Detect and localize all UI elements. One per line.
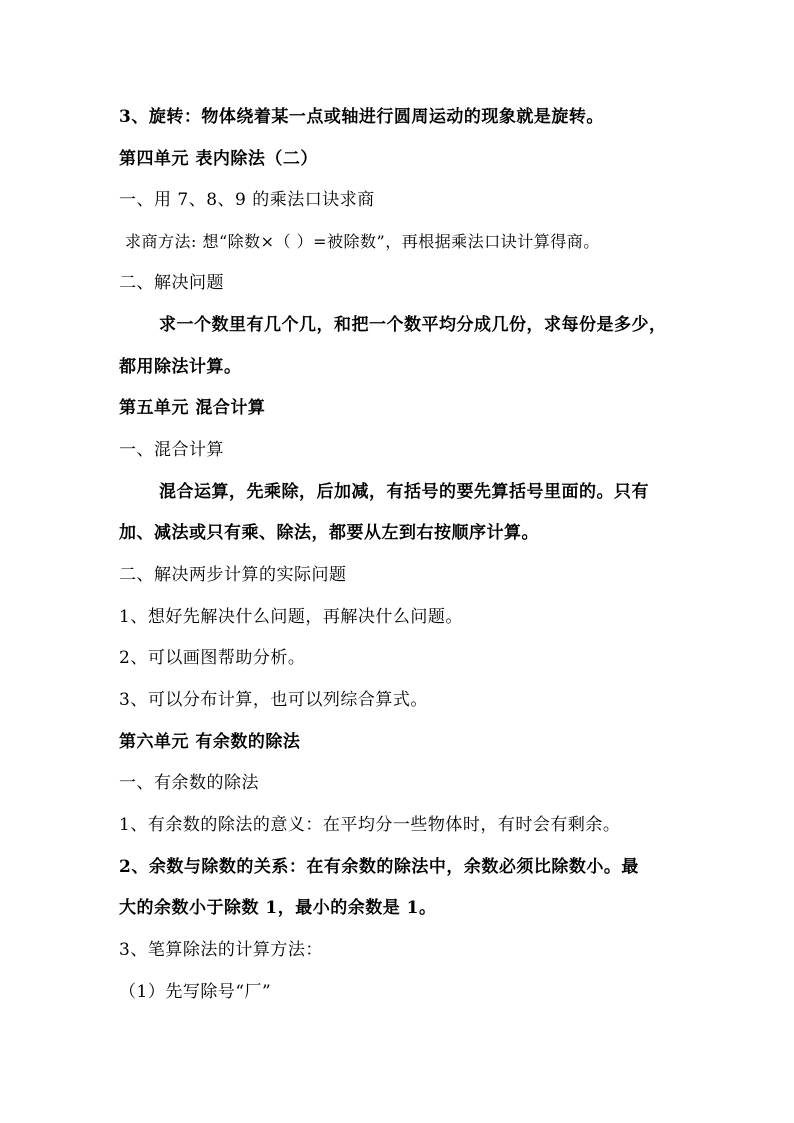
section-multiplication-table-quotient: 一、用 7、8、9 的乘法口诀求商 — [119, 190, 375, 210]
quotient-method-text: 求商方法: 想“除数×（ ）=被除数”，再根据乘法口诀计算得商。 — [125, 232, 600, 251]
remainder-divisor-relation-line-2: 大的余数小于除数 1，最小的余数是 1。 — [119, 898, 437, 918]
division-use-text-line-1: 求一个数里有几个几，和把一个数平均分成几份，求每份是多少， — [159, 315, 667, 335]
section-problem-solving: 二、解决问题 — [119, 273, 224, 293]
unit-five-heading: 第五单元 混合计算 — [119, 398, 266, 418]
two-step-point-2: 2、可以画图帮助分析。 — [119, 648, 306, 668]
remainder-meaning: 1、有余数的除法的意义：在平均分一些物体时，有时会有剩余。 — [119, 815, 621, 835]
rotation-definition: 3、旋转：物体绕着某一点或轴进行圆周运动的现象就是旋转。 — [119, 107, 604, 127]
section-mixed-calculation: 一、混合计算 — [119, 440, 224, 460]
written-division-method: 3、笔算除法的计算方法： — [119, 940, 323, 960]
division-use-text-line-2: 都用除法计算。 — [119, 357, 242, 377]
remainder-divisor-relation-line-1: 2、余数与除数的关系：在有余数的除法中，余数必须比除数小。最 — [119, 857, 639, 877]
written-division-step-1: （1）先写除号“厂” — [119, 982, 272, 1002]
unit-six-heading: 第六单元 有余数的除法 — [119, 732, 301, 752]
two-step-point-1: 1、想好先解决什么问题，再解决什么问题。 — [119, 607, 463, 627]
section-two-step-problems: 二、解决两步计算的实际问题 — [119, 565, 347, 585]
unit-four-heading: 第四单元 表内除法（二） — [119, 149, 318, 169]
section-division-with-remainder: 一、有余数的除法 — [119, 773, 259, 793]
two-step-point-3: 3、可以分布计算，也可以列综合算式。 — [119, 690, 428, 710]
mixed-calculation-rule-line-1: 混合运算，先乘除，后加减，有括号的要先算括号里面的。只有 — [159, 482, 649, 502]
mixed-calculation-rule-line-2: 加、减法或只有乘、除法，都要从左到右按顺序计算。 — [119, 523, 539, 543]
